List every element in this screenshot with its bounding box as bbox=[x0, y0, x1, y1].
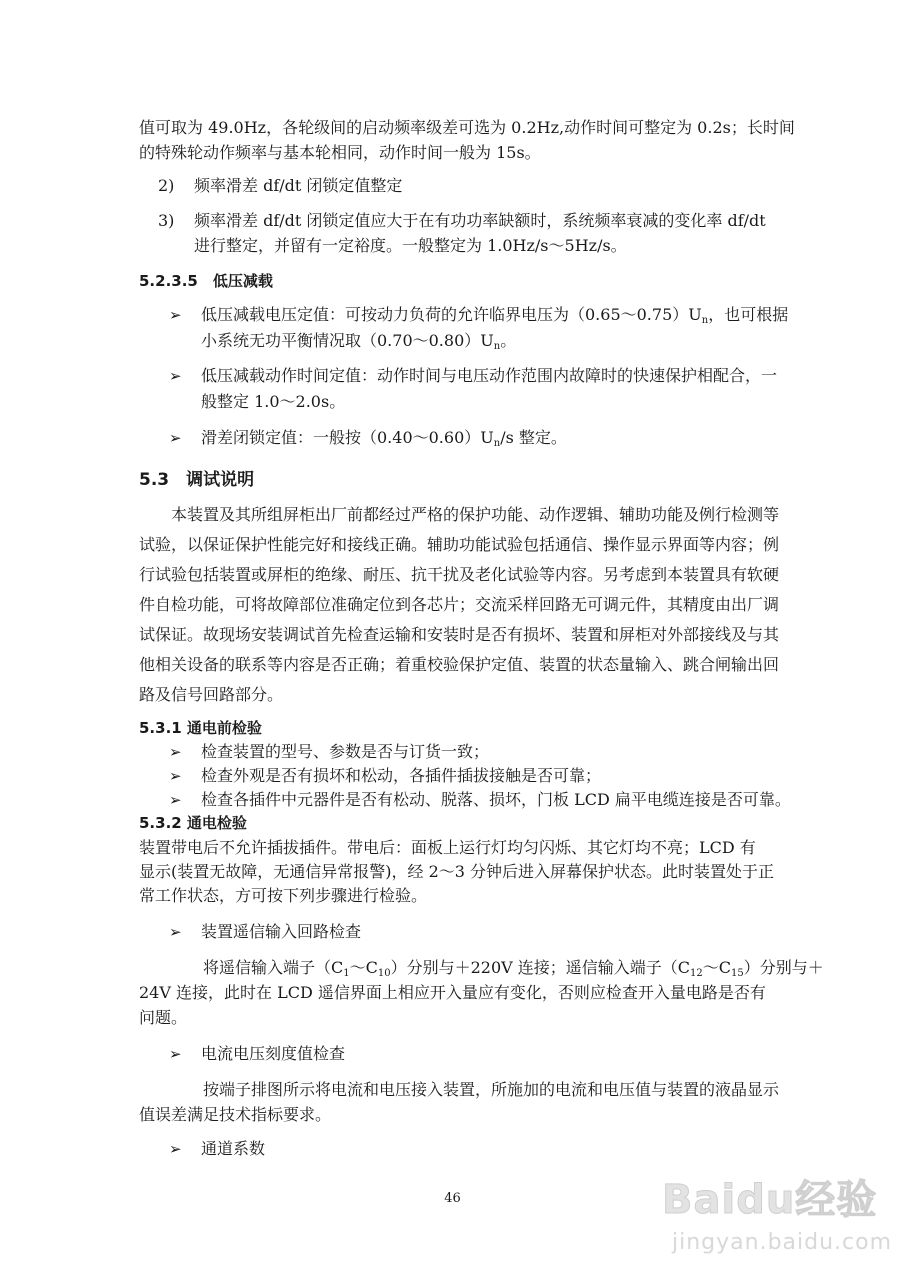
paragraph-line: 显示(装置无故障，无通信异常报警)，经 2～3 分钟后进入屏幕保护状态。此时装置处于正 bbox=[139, 862, 775, 881]
slip-lockout-setting: 滑差闭锁定值：一般按$(0.40\sim 0.60)U_n/s$ 整定。 bbox=[201, 428, 567, 449]
paragraph-line: 行试验包括装置或屏柜的绝缘、耐压、抗干扰及老化试验等内容。另考虑到本装置具有软硬 bbox=[139, 565, 780, 584]
remote-signal-line-3: 问题。 bbox=[139, 1008, 188, 1027]
paragraph-line: 件自检功能，可将故障部位准确定位到各芯片；交流采样回路无可调元件，其精度由出厂调 bbox=[139, 595, 780, 614]
bullet-icon: ➢ bbox=[169, 429, 182, 447]
watermark-logo: Baidu经验 bbox=[662, 1177, 878, 1223]
baidu-jingyan-watermark bbox=[662, 1168, 892, 1268]
bullet-icon: ➢ bbox=[169, 791, 182, 809]
bullet-icon: ➢ bbox=[169, 1045, 182, 1063]
paragraph-line: 本装置及其所组屏柜出厂前都经过严格的保护功能、动作逻辑、辅助功能及例行检测等 bbox=[171, 505, 780, 524]
bullet-icon: ➢ bbox=[169, 306, 182, 324]
bullet-icon: ➢ bbox=[169, 367, 182, 385]
channel-coefficient-title: 通道系数 bbox=[201, 1139, 266, 1158]
list-item: 检查各插件中元器件是否有松动、脱落、损坏，门板 LCD 扁平电缆连接是否可靠。 bbox=[201, 790, 791, 809]
remote-signal-check-title: 装置遥信输入回路检查 bbox=[201, 922, 362, 941]
watermark-url: jingyan.baidu.com bbox=[672, 1230, 893, 1255]
list-item: 检查装置的型号、参数是否与订货一致； bbox=[201, 742, 490, 761]
paragraph-line: 装置带电后不允许插拔插件。带电后：面板上运行灯均匀闪烁、其它灯均不亮；LCD 有 bbox=[139, 838, 756, 857]
item3-line-1: 频率滑差 df/dt 闭锁定值应大于在有功功率缺额时，系统频率衰减的变化率 df/dt bbox=[194, 211, 766, 230]
paragraph-line: 他相关设备的联系等内容是否正确；着重校验保护定值、装置的状态量输入、跳合闸输出回 bbox=[139, 655, 780, 674]
item-number: 3) bbox=[158, 211, 175, 230]
low-voltage-setting-line-2: 小系统无功平衡情况取$(0.70\sim 0.80)U_n$。 bbox=[201, 331, 517, 352]
bullet-icon: ➢ bbox=[169, 743, 182, 761]
remote-signal-line-2: 24V 连接，此时在 LCD 遥信界面上相应开入量应有变化，否则应检查开入量电路是否有 bbox=[139, 983, 766, 1002]
bullet-icon: ➢ bbox=[169, 1140, 182, 1158]
bullet-icon: ➢ bbox=[169, 923, 182, 941]
paragraph-line: 试保证。故现场安装调试首先检查运输和安装时是否有损坏、装置和屏柜对外部接线及与其 bbox=[139, 625, 780, 644]
low-voltage-setting-line-1: 低压减载电压定值：可按动力负荷的允许临界电压为$(0.65\sim 0.75)U_n$，也可根据 bbox=[201, 305, 789, 326]
paragraph-line: 常工作状态，方可按下列步骤进行检验。 bbox=[139, 886, 428, 905]
scale-check-line-2: 值误差满足技术指标要求。 bbox=[139, 1105, 332, 1124]
remote-signal-line-1: 将遥信输入端子$(C_1\sim C_{10})$分别与＋220V 连接；遥信输入端子$(C_{12}\sim C_{15})$分别与＋ bbox=[203, 958, 824, 979]
low-voltage-time-line-2: 般整定 1.0～2.0s。 bbox=[201, 392, 346, 411]
list-item: 检查外观是否有损坏和松动，各插件插拔接触是否可靠； bbox=[201, 766, 602, 785]
scale-check-title: 电流电压刻度值检查 bbox=[201, 1044, 346, 1063]
item2-text: 频率滑差 df/dt 闭锁定值整定 bbox=[194, 176, 403, 195]
page-number: 46 bbox=[444, 1191, 461, 1206]
intro-line-1: 值可取为 49.0Hz，各轮级间的启动频率级差可选为 0.2Hz,动作时间可整定为 0.2s；长时间 bbox=[139, 118, 795, 137]
section-heading-5-3-1: 5.3.1 通电前检验 bbox=[139, 719, 262, 737]
item3-line-2: 进行整定，并留有一定裕度。一般整定为 1.0Hz/s～5Hz/s。 bbox=[194, 236, 627, 255]
section-heading-5-3: 5.3 调试说明 bbox=[139, 470, 255, 490]
intro-line-2: 的特殊轮动作频率与基本轮相同，动作时间一般为 15s。 bbox=[139, 143, 541, 162]
paragraph-line: 试验，以保证保护性能完好和接线正确。辅助功能试验包括通信、操作显示界面等内容；例 bbox=[139, 535, 780, 554]
paragraph-line: 路及信号回路部分。 bbox=[139, 685, 284, 704]
low-voltage-time-line-1: 低压减载动作时间定值：动作时间与电压动作范围内故障时的快速保护相配合，一 bbox=[201, 366, 778, 385]
item-number: 2) bbox=[158, 176, 175, 195]
bullet-icon: ➢ bbox=[169, 767, 182, 785]
section-heading-5-3-2: 5.3.2 通电检验 bbox=[139, 814, 247, 832]
scale-check-line-1: 按端子排图所示将电流和电压接入装置，所施加的电流和电压值与装置的液晶显示 bbox=[203, 1080, 780, 1099]
section-heading-5-2-3-5: 5.2.3.5 低压减载 bbox=[139, 272, 273, 290]
